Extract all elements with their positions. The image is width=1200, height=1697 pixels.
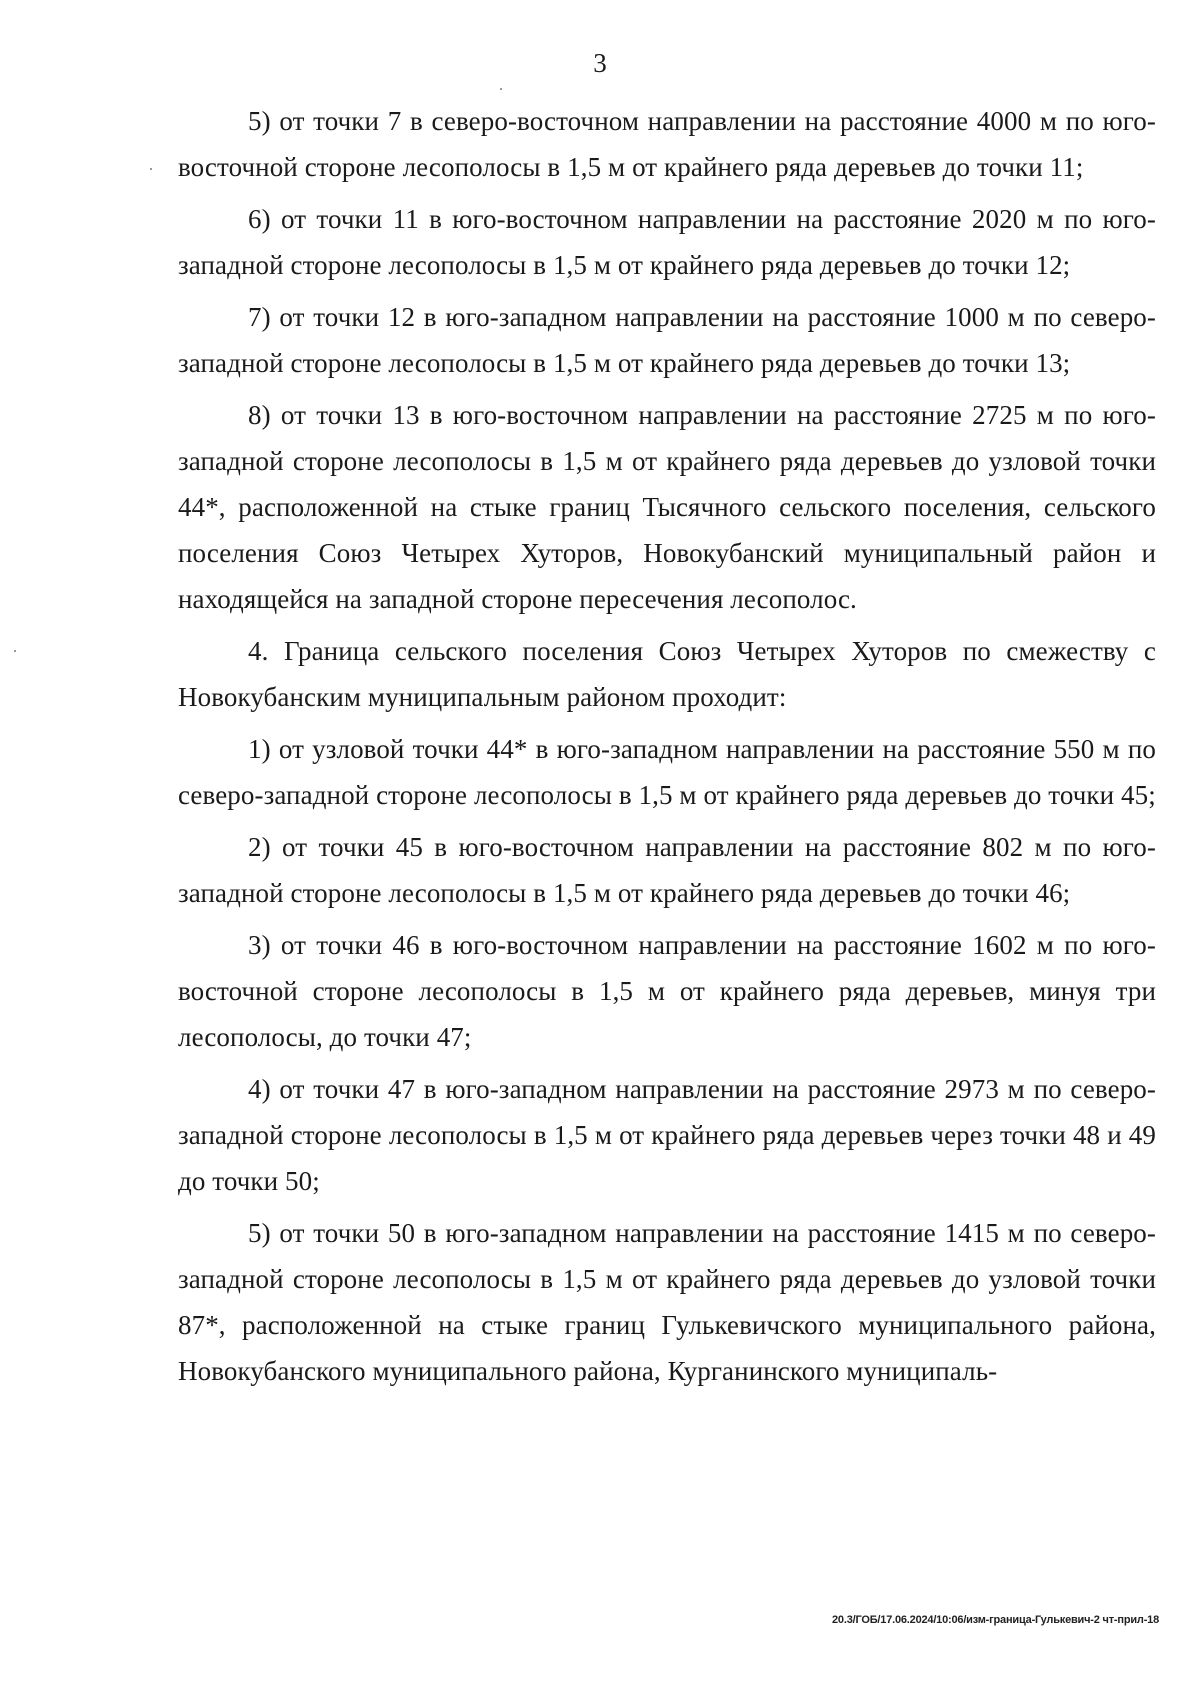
paragraph-4-2: 2) от точки 45 в юго-восточном направлении на расстояние 802 м по юго-западной стороне лесополосы в 1,5 м от крайнего ряда деревьев до точки 46;: [178, 832, 1156, 908]
page-number: 3: [593, 48, 607, 78]
section-4-heading: 4. Граница сельского поселения Союз Четырех Хуторов по смежеству с Новокубанским муниципальным районом проходит:: [178, 636, 1156, 712]
scan-speck: [500, 88, 502, 90]
paragraph-4-5: 5) от точки 50 в юго-западном направлении на расстояние 1415 м по северо-западной стороне лесополосы в 1,5 м от крайнего ряда деревьев до узловой точки 87*, расположенной на стыке границ Гулькевичского муниципального района, Новокубанского муниципального района, Курганинского муниципаль-: [178, 1218, 1156, 1386]
paragraph-3-5: 5) от точки 7 в северо-восточном направлении на расстояние 4000 м по юго-восточной стороне лесополосы в 1,5 м от крайнего ряда деревьев до точки 11;: [178, 106, 1156, 182]
document-body: [178, 98, 1156, 1400]
paragraph-3-6: 6) от точки 11 в юго-восточном направлении на расстояние 2020 м по юго-западной стороне лесополосы в 1,5 м от крайнего ряда деревьев до точки 12;: [178, 204, 1156, 280]
paragraph-3-7: 7) от точки 12 в юго-западном направлении на расстояние 1000 м по северо-западной стороне лесополосы в 1,5 м от крайнего ряда деревьев до точки 13;: [178, 302, 1156, 378]
paragraph-4-3: 3) от точки 46 в юго-восточном направлении на расстояние 1602 м по юго-восточной стороне лесополосы в 1,5 м от крайнего ряда деревьев, минуя три лесополосы, до точки 47;: [178, 930, 1156, 1052]
paragraph-4-1: 1) от узловой точки 44* в юго-западном направлении на расстояние 550 м по северо-западной стороне лесополосы в 1,5 м от крайнего ряда деревьев до точки 45;: [178, 734, 1156, 810]
paragraph-3-8: 8) от точки 13 в юго-восточном направлении на расстояние 2725 м по юго-западной стороне лесополосы в 1,5 м от крайнего ряда деревьев до узловой точки 44*, расположенной на стыке границ Тысячного сельского поселения, сельского поселения Союз Четырех Хуторов, Новокубанский муниципальный район и находящейся на западной стороне пересечения лесополос.: [178, 400, 1156, 614]
scan-speck: [150, 168, 152, 170]
paragraph-4-4: 4) от точки 47 в юго-западном направлении на расстояние 2973 м по северо-западной стороне лесополосы в 1,5 м от крайнего ряда деревьев через точки 48 и 49 до точки 50;: [178, 1074, 1156, 1196]
document-footer: 20.3/ГОБ/17.06.2024/10:06/изм-граница-Гулькевич-2 чт-прил-18: [832, 1614, 1159, 1626]
scan-speck: [14, 650, 16, 652]
